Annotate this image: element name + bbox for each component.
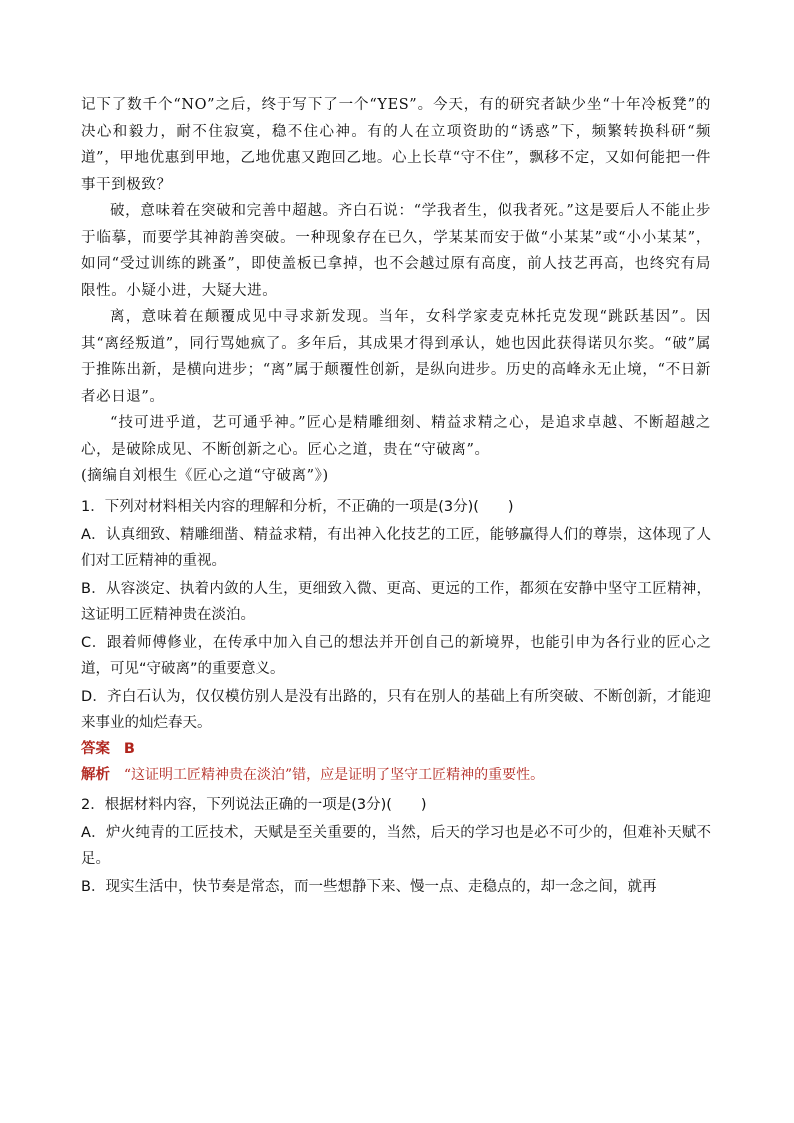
passage-source: (摘编自刘根生《匠心之道“守破离”》): [81, 468, 329, 484]
answer-label: 答案: [81, 740, 110, 757]
reading-passage: [81, 92, 711, 490]
question-2-stem: 2．根据材料内容，下列说法正确的一项是(3分)( ): [81, 796, 427, 813]
question-1-answer: [81, 736, 711, 762]
question-1-option-a: A．认真细致、精雕细凿、精益求精，有出神入化技艺的工匠，能够赢得人们的尊崇，这体现了人们对工匠精神的重视。: [81, 526, 711, 569]
question-1: [81, 494, 711, 788]
passage-paragraph-1: 记下了数千个“NO”之后，终于写下了一个“YES”。今天，有的研究者缺少坐“十年冷板凳”的决心和毅力，耐不住寂寞，稳不住心神。有的人在立项资助的“诱惑”下，频繁转换科研“频道”，甲地优惠到甲地，乙地优惠又跑回乙地。心上长草“守不住”，飘移不定，又如何能把一件事干到极致？: [81, 97, 711, 193]
question-1-stem: 1．下列对材料相关内容的理解和分析，不正确的一项是(3分)( ): [81, 498, 514, 515]
question-1-option-c: C．跟着师傅修业，在传承中加入自己的想法并开创自己的新境界，也能引申为各行业的匠心之道，可见“守破离”的重要意义。: [81, 634, 711, 677]
passage-paragraph-2: 破，意味着在突破和完善中超越。齐白石说：“学我者生，似我者死。”这是要后人不能止步于临摹，而要学其神韵善突破。一种现象存在已久，学某某而安于做“小某某”或“小小某某”，如同“受过训练的跳蚤”，即使盖板已拿掉，也不会越过原有高度，前人技艺再高，也终究有局限性。小疑小进，大疑大进。: [81, 203, 711, 299]
question-2: [81, 792, 711, 900]
passage-paragraph-4: “技可进乎道，艺可通乎神。”匠心是精雕细刻、精益求精之心，是追求卓越、不断超越之心，是破除成见、不断创新之心。匠心之道，贵在“守破离”。: [81, 415, 711, 458]
document-content: [81, 92, 711, 900]
question-1-analysis: [81, 762, 711, 788]
answer-value: B: [123, 740, 135, 757]
analysis-text: “这证明工匠精神贵在淡泊”错，应是证明了坚守工匠精神的重要性。: [123, 766, 545, 783]
analysis-label: 解析: [81, 766, 110, 783]
question-2-option-b: B．现实生活中，快节奏是常态，而一些想静下来、慢一点、走稳点的，却一念之间，就再: [81, 878, 657, 895]
passage-paragraph-3: 离，意味着在颠覆成见中寻求新发现。当年，女科学家麦克林托克发现“跳跃基因”。因其“离经叛道”，同行骂她疯了。多年后，其成果才得到承认，她也因此获得诺贝尔奖。“破”属于推陈出新，是横向进步；“离”属于颠覆性创新，是纵向进步。历史的高峰永无止境，“不日新者必日退”。: [81, 309, 711, 405]
question-2-option-a: A．炉火纯青的工匠技术，天赋是至关重要的，当然，后天的学习也是必不可少的，但难补天赋不足。: [81, 824, 711, 867]
question-1-option-b: B．从容淡定、执着内敛的人生，更细致入微、更高、更远的工作，都须在安静中坚守工匠精神，这证明工匠精神贵在淡泊。: [81, 580, 711, 623]
question-1-option-d: D．齐白石认为，仅仅模仿别人是没有出路的，只有在别人的基础上有所突破、不断创新，才能迎来事业的灿烂春天。: [81, 688, 711, 731]
